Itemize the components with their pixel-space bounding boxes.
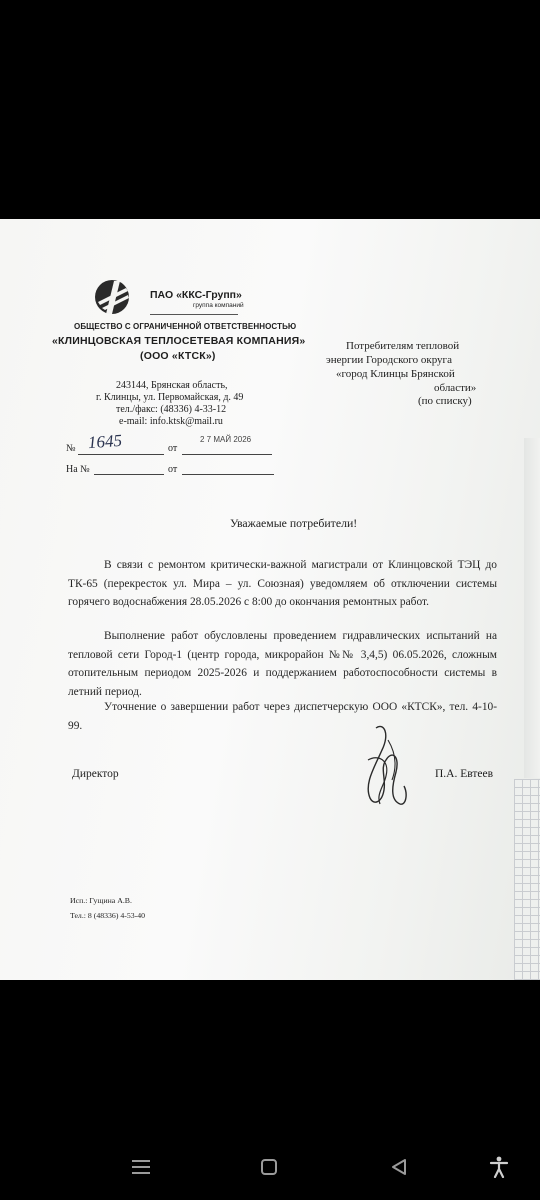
paragraph-3: Уточнение о завершении работ через диспетчерскую ООО «КТСК», тел. 4-10-99. xyxy=(68,701,497,732)
parent-company-name: ПАО «ККС-Групп» xyxy=(150,289,242,301)
logo-underline xyxy=(150,314,238,315)
recipient-line-5: (по списку) xyxy=(418,395,472,407)
reg-date-line xyxy=(182,454,272,455)
salutation: Уважаемые потребители! xyxy=(230,516,358,530)
back-icon[interactable] xyxy=(379,1150,419,1184)
reply-no-label: На № xyxy=(66,464,90,475)
reply-date-line xyxy=(182,474,274,475)
recipient-line-4: области» xyxy=(434,382,477,394)
accessibility-icon[interactable] xyxy=(479,1150,519,1184)
menu-icon[interactable] xyxy=(121,1150,161,1184)
date-stamp: 2 7 МАЙ 2026 xyxy=(200,435,252,444)
reply-from-label: от xyxy=(168,464,178,475)
company-short-name: (ООО «КТСК») xyxy=(140,350,216,362)
director-name: П.А. Евтеев xyxy=(435,768,494,780)
email: e-mail: info.ktsk@mail.ru xyxy=(119,416,223,427)
parent-company-subtitle: группа компаний xyxy=(193,302,244,309)
executor-name: Исп.: Гущина А.В. xyxy=(70,896,132,905)
recipient-line-1: Потребителям тепловой xyxy=(346,340,460,352)
reg-no-handwritten: 1645 xyxy=(87,430,123,453)
paragraph-1: В связи с ремонтом критически-важной магистрали от Клинцовской ТЭЦ до ТК-65 (перекресток ул. Мира – ул. Союзная) уведомляем об отключении системы горячего водоснабжения 28.05.2026 с 8:00 до окончания ремонтных работ. xyxy=(68,559,497,608)
legal-form: ОБЩЕСТВО С ОГРАНИЧЕННОЙ ОТВЕТСТВЕННОСТЬЮ xyxy=(74,322,297,331)
reg-no-label: № xyxy=(66,443,76,454)
ks-group-logo-icon xyxy=(92,278,152,316)
reg-no-line xyxy=(78,454,164,455)
phone-fax: тел./факс: (48336) 4-33-12 xyxy=(116,404,227,415)
recipient-line-2: энергии Городского округа xyxy=(326,354,452,366)
company-name: «КЛИНЦОВСКАЯ ТЕПЛОСЕТЕВАЯ КОМПАНИЯ» xyxy=(52,335,306,347)
address-line-2: г. Клинцы, ул. Первомайская, д. 49 xyxy=(96,392,244,403)
paragraph-2: Выполнение работ обусловлены проведением гидравлических испытаний на тепловой сети Город-1 (центр города, микрорайон №№ 3,4,5) 06.05.2026, сложным отопительным периодом 2025-2026 и поддержанием работоспособности системы в летний период. xyxy=(68,630,497,698)
signature xyxy=(356,720,416,815)
recipient-line-3: «город Клинцы Брянской xyxy=(336,368,455,380)
director-label: Директор xyxy=(72,768,119,780)
reg-from-label: от xyxy=(168,443,178,454)
handwritten-signature-icon xyxy=(356,720,416,810)
company-logo xyxy=(92,278,152,321)
executor-phone: Тел.: 8 (48336) 4-53-40 xyxy=(70,911,146,920)
home-icon[interactable] xyxy=(249,1150,289,1184)
address-line-1: 243144, Брянская область, xyxy=(116,380,228,391)
reply-no-line xyxy=(94,474,164,475)
paper-edge xyxy=(524,438,540,778)
grid-paper-background xyxy=(514,779,540,980)
